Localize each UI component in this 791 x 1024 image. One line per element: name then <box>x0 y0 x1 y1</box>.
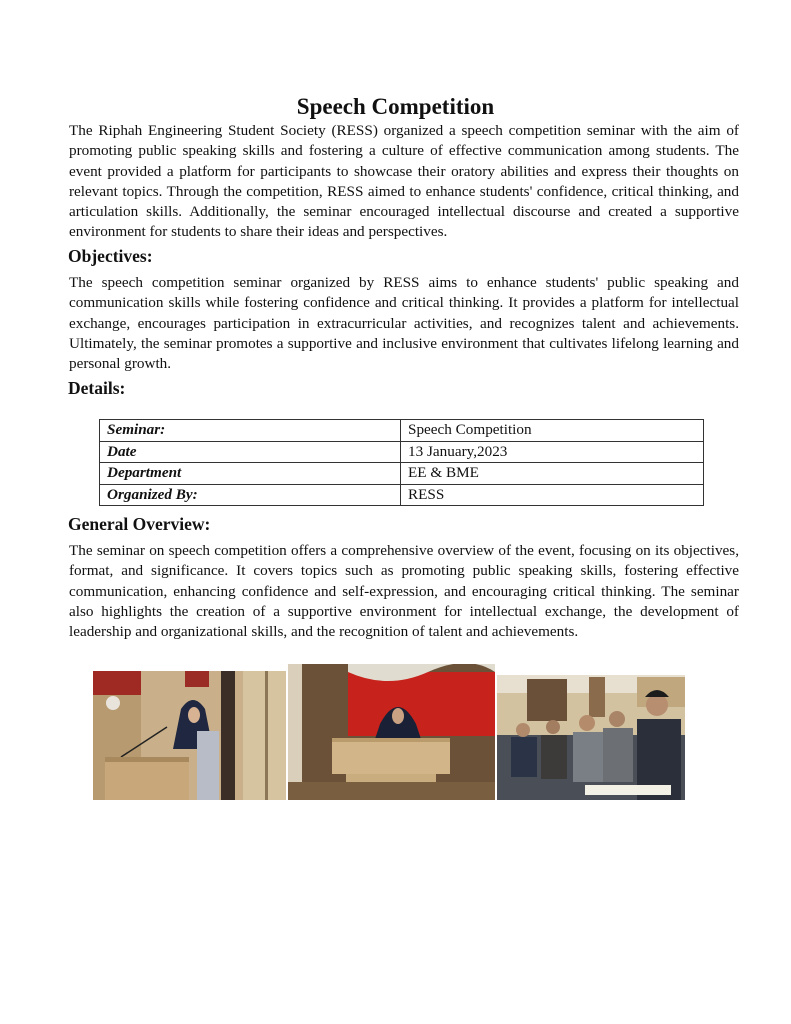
details-value: 13 January,2023 <box>401 441 704 463</box>
event-photo-audience <box>497 675 685 800</box>
details-value: RESS <box>401 484 704 506</box>
overview-heading: General Overview: <box>68 514 211 534</box>
event-photo-speaker-lectern <box>93 671 286 800</box>
details-label: Department <box>100 463 401 485</box>
details-label: Seminar: <box>100 420 401 442</box>
objectives-paragraph: The speech competition seminar organized by RESS aims to enhance students' public speaking and communication skills while fostering confidence and critical thinking. It provides a platform for intellectual exchange, encourages participation in extracurricular activities, and recognizes talent and achievements. Ultimately, the seminar promotes a supportive and inclusive environment that cultivates lifelong learning and personal growth. <box>69 274 739 373</box>
details-label: Organized By: <box>100 484 401 506</box>
page-title: Speech Competition <box>296 94 495 119</box>
details-label: Date <box>100 441 401 463</box>
details-value: EE & BME <box>401 463 704 485</box>
details-row-date <box>100 441 704 463</box>
objectives-heading: Objectives: <box>68 246 153 266</box>
details-row-department <box>100 463 704 485</box>
details-table <box>99 419 704 506</box>
details-heading: Details: <box>68 378 126 398</box>
details-value: Speech Competition <box>401 420 704 442</box>
event-photo-podium <box>288 664 495 800</box>
details-row-organizer <box>100 484 704 506</box>
details-row-seminar <box>100 420 704 442</box>
overview-paragraph: The seminar on speech competition offers a comprehensive overview of the event, focusing on its objectives, format, and significance. It covers topics such as promoting public speaking skills, fostering effective communication, enhancing confidence and self-expression, and encouraging critical thinking. The seminar also highlights the creation of a supportive environment for intellectual exchange, the development of leadership and organizational skills, and the recognition of talent and achievements. <box>69 542 739 641</box>
intro-paragraph: The Riphah Engineering Student Society (RESS) organized a speech competition seminar with the aim of promoting public speaking skills and fostering a culture of effective communication among students. The event provided a platform for participants to showcase their oratory abilities and express their thoughts on relevant topics. Through the competition, RESS aimed to enhance students' confidence, critical thinking, and articulation skills. Additionally, the seminar encouraged intellectual discourse and created a supportive environment for students to share their ideas and perspectives. <box>69 122 739 241</box>
